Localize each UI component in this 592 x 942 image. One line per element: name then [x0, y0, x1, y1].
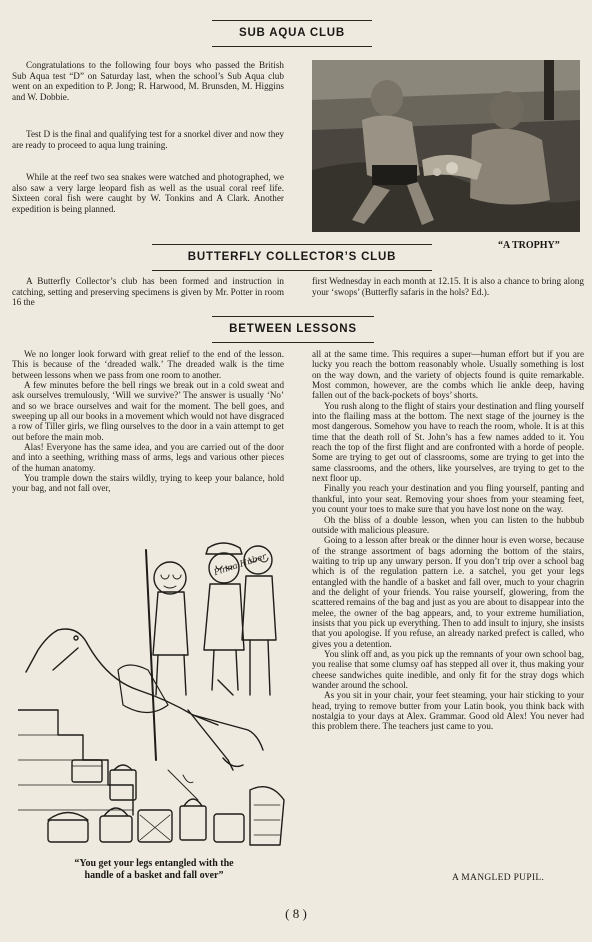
between-rule-bottom: [212, 342, 374, 343]
sub-aqua-paragraph-3: While at the reef two sea snakes were watched and photographed, we also saw a very large leopard fish as well as the usual coral reef life. Sixteen coral fish were caught by W. Tonkins and A Clark. Another expedition is being planned.: [12, 172, 284, 214]
between-right-paragraph-5: Going to a lesson after break or the dinner hour is even worse, because of the strange assortment of bags adorning the bottom of the stairs, waiting to trip up any unwary person. If you don’t trip over a school bag which is of the regulation pattern i.e. a satchel, you get your legs entangled with the handle of a basket and fall over, much to your chagrin and the delight of your friends. You raise yourself, glowering, from the scattered remains of the bag and just as you are about to disappear into the melee, the owner of the bag appears, and, to your extreme humiliation, insists that you pick up everything. Then to add insult to injury, she insists that you apologise. If you refuse, an already narked prefect is called, who gives you a detention.: [312, 535, 584, 649]
sub-aqua-rule-bottom: [212, 46, 372, 47]
between-right-paragraph-1: all at the same time. This requires a super—human effort but if you are lucky you reach the bottom reasonably whole. Usually something is lost on the way down, and the variety of objects found is quite remarkable. Most common, however, are the combs which lie ankle deep, having fallen out of the back-pockets of boys’ shorts.: [312, 349, 584, 401]
cartoon-caption: [18, 858, 290, 882]
between-right-column: [312, 349, 584, 732]
between-rule-top: [212, 316, 374, 317]
photo-caption: “A TROPHY”: [498, 240, 560, 251]
cartoon-caption-line-2: handle of a basket and fall over”: [84, 870, 224, 881]
between-right-paragraph-7: As you sit in your chair, your feet steaming, your hair sticking to your head, trying to remove butter from your Latin book, you think back with nostalgia to your days at Alex. Grammar. Good old Alex! You never had this problem there. The teachers just came to you.: [312, 690, 584, 732]
cartoon-illustration: [18, 520, 290, 855]
between-right-paragraph-6: You slink off and, as you pick up the remnants of your own school bag, you realise that some clumsy oaf has stepped all over it, thus making your cheese sandwiches quite inedible, and only fit for the stray dogs which wander around the school.: [312, 648, 584, 690]
cartoon-caption-line-1: “You get your legs entangled with the: [74, 858, 234, 869]
sub-aqua-rule-top: [212, 20, 372, 21]
butterfly-rule-bottom: [152, 270, 432, 271]
cartoon-signature: Pinna Huber: [212, 551, 268, 579]
butterfly-rule-top: [152, 244, 432, 245]
between-left-column: [12, 349, 284, 494]
butterfly-right-text: first Wednesday in each month at 12.15. It is also a chance to bring along your ‘swops’ (Butterfly safaris in the hols? Ed.).: [312, 276, 584, 297]
between-right-paragraph-4: Oh the bliss of a double lesson, when you can listen to the hubbub outside with malicious pleasure.: [312, 514, 584, 535]
between-right-paragraph-2: You rush along to the flight of stairs your destination and fling yourself into the flailing mass at the bottom. The next stage of the journey is the most dangerous. Somehow you have to reach the room, whole. It is at this time that the death roll of St. John’s has a few names added to it. You reach the top of the first flight and are confronted with a horde of people. Some are trying to get out of classrooms, some are trying to get into the same classrooms, and the others, like yourselves, are trying to get to the next floor up.: [312, 400, 584, 484]
page-number: ( 8 ): [285, 906, 307, 921]
butterfly-left-text: A Butterfly Collector’s club has been formed and instruction in catching, setting and preserving specimens is given by Mr. Potter in room 16 the: [12, 276, 284, 308]
trophy-photo: [312, 60, 580, 232]
divers-photo-image: [312, 60, 580, 232]
between-left-paragraph-4: You trample down the stairs wildly, trying to keep your balance, hold your bag, and not fall over,: [12, 473, 284, 494]
between-right-paragraph-3: Finally you reach your destination and you fling yourself, panting and thankful, into your seat. Removing your shoes from your steaming feet, you count your toes to make sure that you have lost none on the way.: [312, 483, 584, 515]
between-left-paragraph-1: We no longer look forward with great relief to the end of the lesson. This is because of the ‘dreaded walk.’ The dreaded walk is the time between lessons when we pass from one room to another.: [12, 349, 284, 380]
butterfly-heading: BUTTERFLY COLLECTOR’S CLUB: [187, 251, 397, 263]
between-left-paragraph-2: A few minutes before the bell rings we break out in a cold sweat and ask ourselves tremulously, ‘Will we survive?’ The answer is usually ‘No’ and so we brace ourselves and wait for the moment. The bell goes, and sweeping up all our books in a movement which would not have disgraced a row of Tiller girls, we fling ourselves to the door in a vain attempt to get out before the main mob.: [12, 380, 284, 442]
article-signature: A MANGLED PUPIL.: [452, 873, 545, 883]
between-heading: BETWEEN LESSONS: [229, 323, 357, 335]
sub-aqua-paragraph-1: Congratulations to the following four boys who passed the British Sub Aqua test “D” on Saturday last, when the school’s Sub Aqua club went on an expedition to P. Jong; R. Harwood, M. Brunsden, M. Higgins and W. Dobbie.: [12, 60, 284, 102]
cartoon-drawing: [18, 520, 290, 855]
sub-aqua-paragraph-2: Test D is the final and qualifying test for a snorkel diver and now they are ready to proceed to aqua lung training.: [12, 129, 284, 150]
sub-aqua-heading: SUB AQUA CLUB: [238, 27, 346, 39]
between-left-paragraph-3: Alas! Everyone has the same idea, and you are carried out of the door and into a seething, writhing mass of arms, legs and various other pieces of the human anatomy.: [12, 442, 284, 473]
